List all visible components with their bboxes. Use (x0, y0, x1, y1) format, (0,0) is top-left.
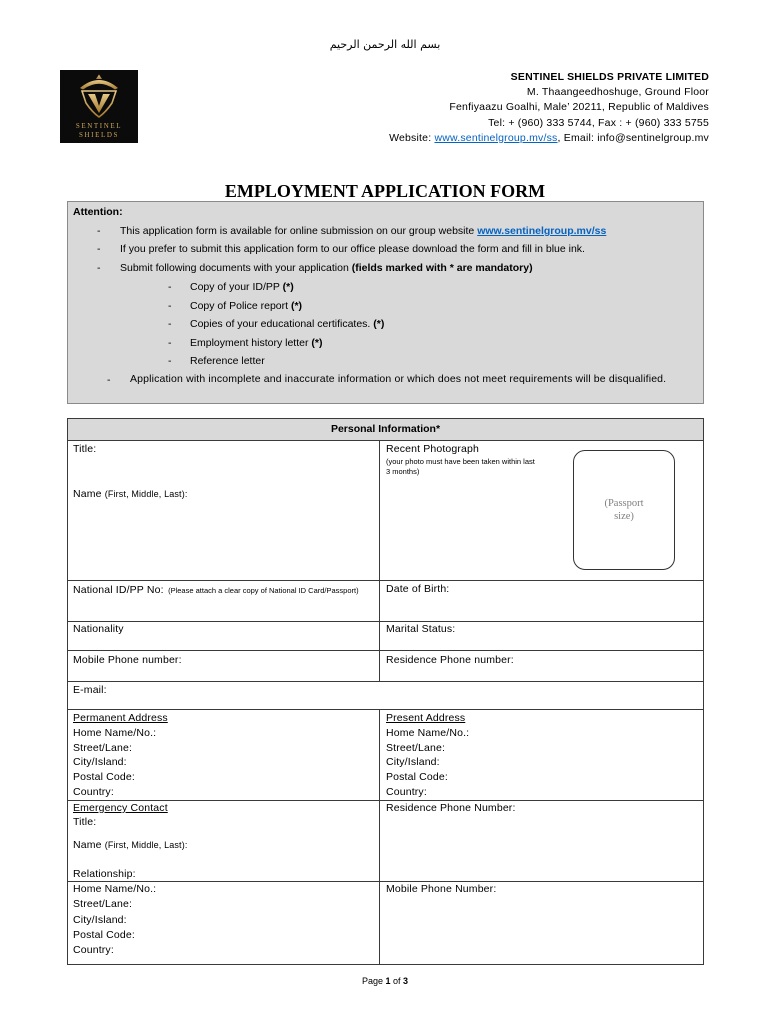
logo-text-sentinel: SENTINEL (75, 122, 123, 130)
passport-size-placeholder: (Passport size) (604, 498, 644, 522)
national-id-hint: (Please attach a clear copy of National ID Card/Passport) (168, 586, 359, 595)
column-divider (379, 440, 380, 681)
personal-information-table (67, 418, 704, 965)
online-submission-text: This application form is available for online submission on our group website (120, 225, 478, 237)
bullet-dash: - (107, 374, 111, 386)
row-divider (68, 709, 703, 710)
group-website-link[interactable]: www.sentinelgroup.mv/ss (477, 225, 607, 237)
sub-bullet-dash: - (168, 281, 172, 293)
mandatory-note: (fields marked with * are mandatory) (351, 262, 533, 274)
documents-note-text: Submit following documents with your application (120, 262, 352, 274)
address-line-1: M. Thaangeedhoshuge, Ground Floor (526, 86, 709, 99)
emergency-title-label: Title: (73, 816, 97, 828)
address-field: Street/Lane: (73, 741, 133, 754)
document-item-text: Copy of Police report (190, 300, 291, 312)
address-field: Street/Lane: (386, 741, 446, 754)
document-item (190, 336, 322, 350)
of-label: of (393, 976, 401, 986)
disqualification-note: Application with incomplete and inaccurate information or which does not meet requirements will be disqualified. (130, 373, 667, 385)
form-title: EMPLOYMENT APPLICATION FORM (224, 181, 546, 201)
contact-numbers: Tel: + (960) 333 5744, Fax : + (960) 333 5755 (488, 116, 709, 129)
address-field: Postal Code: (73, 771, 135, 784)
permanent-address-heading: Permanent Address (73, 712, 168, 724)
mandatory-mark: (*) (311, 337, 323, 349)
present-address-block (386, 711, 469, 800)
name-label (73, 487, 188, 501)
sub-bullet-dash: - (168, 355, 172, 367)
bullet-dash: - (97, 225, 101, 237)
date-of-birth-label: Date of Birth: (386, 583, 450, 595)
document-item-text: Reference letter (190, 355, 265, 367)
bullet-dash: - (97, 243, 101, 255)
basmala-heading: بسم الله الرحمن الرحيم (329, 38, 441, 51)
address-field: Home Name/No.: (386, 726, 470, 739)
documents-note (120, 261, 533, 275)
address-field: Home Name/No.: (73, 883, 157, 895)
row-divider (68, 650, 703, 651)
logo-text-shields: SHIELDS (79, 131, 119, 139)
company-name: SENTINEL SHIELDS PRIVATE LIMITED (510, 71, 709, 83)
company-details (389, 70, 709, 146)
national-id-label-text: National ID/PP No: (73, 584, 164, 596)
passport-photo-box (573, 450, 675, 570)
office-submission-note: If you prefer to submit this application form to our office please download the form and fill in blue ink. (120, 243, 585, 255)
document-item (190, 354, 265, 368)
address-field: Postal Code: (386, 771, 448, 784)
online-submission-note (120, 224, 606, 238)
website-label: Website: (389, 131, 435, 144)
table-header: Personal Information* (68, 419, 703, 440)
emergency-contact-heading: Emergency Contact (73, 802, 168, 814)
mobile-phone-label: Mobile Phone number: (73, 654, 182, 666)
emergency-mobile-phone-label: Mobile Phone Number: (386, 883, 497, 895)
total-pages: 3 (403, 976, 409, 986)
name-hint: (First, Middle, Last): (104, 489, 188, 499)
web-email-line (389, 131, 709, 146)
address-line-2: Fenfiyaazu Goalhi, Male’ 20211, Republic of Maldives (449, 101, 709, 114)
permanent-address-block (73, 711, 168, 800)
address-field: Home Name/No.: (73, 726, 157, 739)
column-divider (379, 709, 380, 964)
page-label: Page (361, 976, 383, 986)
company-logo (60, 70, 138, 143)
document-item-text: Copies of your educational certificates. (190, 318, 374, 330)
address-field: City/Island: (73, 756, 127, 769)
page-number (0, 975, 770, 987)
address-field: Country: (386, 785, 427, 798)
document-item-text: Employment history letter (190, 337, 312, 349)
mandatory-mark: (*) (373, 318, 385, 330)
name-label-text: Name (73, 488, 102, 500)
photo-hint: (your photo must have been taken within last 3 months) (386, 457, 535, 476)
address-field: City/Island: (73, 913, 127, 926)
row-divider (68, 440, 703, 441)
company-logo-graphic (60, 70, 138, 143)
document-item (190, 280, 294, 294)
relationship-label: Relationship: (73, 868, 136, 880)
address-field: City/Island: (386, 756, 440, 769)
document-item-text: Copy of your ID/PP (190, 281, 283, 293)
photo-label: Recent Photograph (386, 443, 480, 455)
document-item (190, 317, 384, 331)
document-item (190, 299, 302, 313)
address-field: Street/Lane: (73, 898, 133, 911)
emergency-name-label-text: Name (73, 839, 102, 851)
current-page: 1 (385, 976, 391, 986)
emergency-residence-phone-label: Residence Phone Number: (386, 802, 516, 814)
emergency-name-label (73, 838, 188, 852)
mandatory-mark: (*) (290, 300, 303, 312)
attention-heading: Attention: (73, 206, 123, 218)
attention-box (67, 201, 704, 404)
marital-status-label: Marital Status: (386, 623, 456, 635)
row-divider (68, 681, 703, 682)
address-field: Postal Code: (73, 928, 135, 941)
emergency-address-block (73, 882, 156, 958)
sub-bullet-dash: - (168, 318, 172, 330)
email-text: , Email: info@sentinelgroup.mv (557, 131, 709, 144)
website-link[interactable]: www.sentinelgroup.mv/ss (434, 131, 558, 144)
sub-bullet-dash: - (168, 300, 172, 312)
mandatory-mark: (*) (282, 281, 294, 293)
address-field: Country: (73, 944, 114, 956)
bullet-dash: - (97, 262, 101, 274)
title-label: Title: (73, 443, 97, 455)
sub-bullet-dash: - (168, 337, 172, 349)
national-id-label (73, 583, 363, 597)
email-label: E-mail: (73, 684, 107, 696)
emergency-name-hint: (First, Middle, Last): (104, 840, 188, 850)
residence-phone-label: Residence Phone number: (386, 654, 514, 666)
present-address-heading: Present Address (386, 712, 466, 724)
nationality-label: Nationality (73, 623, 124, 635)
address-field: Country: (73, 785, 114, 798)
